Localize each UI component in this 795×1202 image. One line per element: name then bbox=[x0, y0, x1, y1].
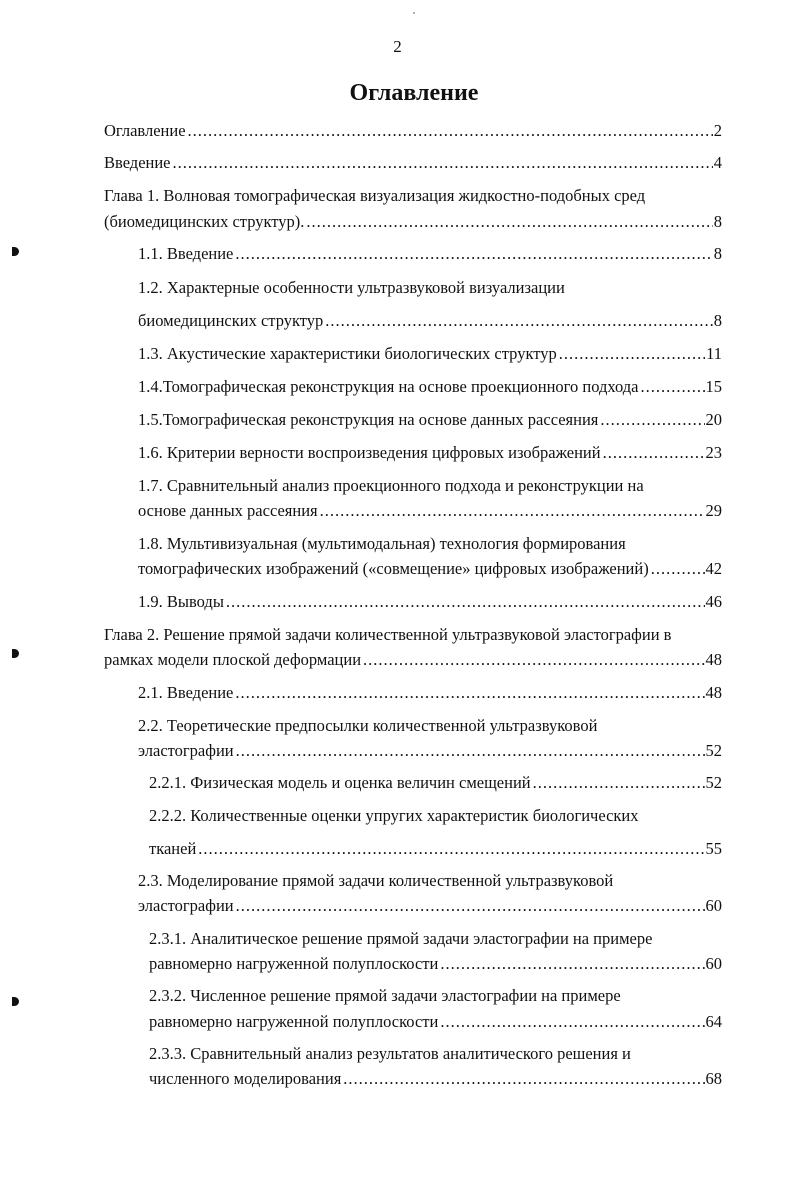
binding-mark bbox=[12, 649, 19, 658]
toc-page-number: 46 bbox=[705, 592, 722, 611]
toc-page-number: 4 bbox=[713, 153, 722, 172]
toc-entry-line bbox=[149, 1044, 631, 1064]
dot-leader bbox=[320, 501, 705, 521]
toc-page-number: 29 bbox=[705, 501, 722, 520]
toc-entry-line bbox=[138, 592, 722, 612]
toc-entry-text: Глава 1. Волновая томографическая визуализация жидкостно-подобных сред bbox=[104, 186, 646, 205]
toc-page-number: 48 bbox=[705, 650, 722, 669]
toc-page-number: 55 bbox=[705, 839, 722, 858]
toc-entry-text: томографических изображений («совмещение» цифровых изображений) bbox=[138, 559, 649, 578]
toc-entry-text: 2.3.1. Аналитическое решение прямой задачи эластографии на примере bbox=[149, 929, 653, 948]
toc-page-number: 60 bbox=[705, 896, 722, 915]
toc-page-number: 11 bbox=[706, 344, 722, 363]
toc-entry-text: 1.4.Томографическая реконструкция на основе проекционного подхода bbox=[138, 377, 639, 396]
toc-entry-line bbox=[149, 1069, 722, 1089]
page-number: 2 bbox=[393, 37, 402, 56]
toc-entry-text: 2.2.2. Количественные оценки упругих характеристик биологических bbox=[149, 806, 639, 825]
page-title: Оглавление bbox=[349, 80, 479, 106]
toc-entry-line bbox=[104, 186, 645, 206]
toc-page-number: 60 bbox=[705, 954, 722, 973]
toc-entry-line bbox=[138, 344, 722, 364]
toc-entry-line bbox=[104, 153, 722, 173]
dot-leader bbox=[533, 773, 705, 793]
toc-entry-line bbox=[138, 278, 565, 298]
toc-entry-text: 1.8. Мультивизуальная (мультимодальная) технология формирования bbox=[138, 534, 626, 553]
dot-leader bbox=[188, 121, 713, 141]
toc-entry-text: Оглавление bbox=[104, 121, 186, 140]
toc-page-number: 8 bbox=[713, 212, 722, 231]
binding-mark bbox=[12, 247, 19, 256]
toc-entry-line bbox=[149, 954, 722, 974]
toc-entry-text: основе данных рассеяния bbox=[138, 501, 318, 520]
toc-page-number: 8 bbox=[713, 311, 722, 330]
dot-leader bbox=[198, 839, 704, 859]
toc-page-number: 2 bbox=[713, 121, 722, 140]
toc-entry-text: равномерно нагруженной полуплоскости bbox=[149, 1012, 439, 1031]
dot-leader bbox=[306, 212, 712, 232]
toc-entry-line bbox=[138, 896, 722, 916]
toc-page-number: 23 bbox=[705, 443, 722, 462]
toc-entry-text: тканей bbox=[149, 839, 197, 858]
toc-entry-line bbox=[138, 377, 722, 397]
toc-entry-text: 2.3.3. Сравнительный анализ результатов аналитического решения и bbox=[149, 1044, 631, 1063]
toc-entry-line bbox=[138, 559, 722, 579]
toc-entry-line bbox=[138, 741, 722, 761]
toc-entry-text: равномерно нагруженной полуплоскости bbox=[149, 954, 439, 973]
dot-leader bbox=[559, 344, 705, 364]
toc-entry-text: 1.9. Выводы bbox=[138, 592, 224, 611]
toc-entry-line bbox=[138, 534, 626, 554]
toc-entry-text: численного моделирования bbox=[149, 1069, 342, 1088]
toc-entry-text: 1.7. Сравнительный анализ проекционного подхода и реконструкции на bbox=[138, 476, 644, 495]
toc-entry-line bbox=[149, 806, 639, 826]
toc-entry-line bbox=[149, 929, 652, 949]
dot-leader bbox=[600, 410, 704, 430]
toc-entry-text: 2.2. Теоретические предпосылки количественной ультразвуковой bbox=[138, 716, 598, 735]
dot-leader bbox=[236, 741, 705, 761]
toc-entry-line bbox=[104, 212, 722, 232]
toc-page-number: 64 bbox=[705, 1012, 722, 1031]
toc-entry-text: (биомедицинских структур). bbox=[104, 212, 305, 231]
toc-entry-text: 1.6. Критерии верности воспроизведения цифровых изображений bbox=[138, 443, 601, 462]
dot-leader bbox=[440, 1012, 704, 1032]
toc-entry-line bbox=[138, 476, 644, 496]
toc-entry-line bbox=[138, 311, 722, 331]
toc-page-number: 52 bbox=[705, 741, 722, 760]
toc-entry-line bbox=[138, 244, 722, 264]
dot-leader bbox=[343, 1069, 704, 1089]
toc-entry-text: эластографии bbox=[138, 896, 234, 915]
dot-leader bbox=[363, 650, 704, 670]
toc-page-number: 20 bbox=[705, 410, 722, 429]
toc-entry-line bbox=[149, 986, 621, 1006]
dot-leader bbox=[236, 896, 705, 916]
toc-entry-text: 2.3. Моделирование прямой задачи количественной ультразвуковой bbox=[138, 871, 614, 890]
toc-page-number: 48 bbox=[705, 683, 722, 702]
toc-entry-line bbox=[138, 871, 613, 891]
dot-leader bbox=[603, 443, 705, 463]
scan-speck bbox=[413, 12, 415, 14]
toc-entry-text: 2.2.1. Физическая модель и оценка величин смещений bbox=[149, 773, 531, 792]
toc-page-number: 68 bbox=[705, 1069, 722, 1088]
toc-entry-text: 1.3. Акустические характеристики биологических структур bbox=[138, 344, 557, 363]
toc-entry-text: 1.5.Томографическая реконструкция на основе данных рассеяния bbox=[138, 410, 599, 429]
toc-entry-text: 2.3.2. Численное решение прямой задачи эластографии на примере bbox=[149, 986, 621, 1005]
toc-entry-line bbox=[149, 839, 722, 859]
toc-entry-line bbox=[149, 773, 722, 793]
toc-entry-line bbox=[104, 650, 722, 670]
dot-leader bbox=[325, 311, 712, 331]
dot-leader bbox=[235, 683, 704, 703]
toc-entry-text: 2.1. Введение bbox=[138, 683, 234, 702]
toc-entry-line bbox=[138, 683, 722, 703]
toc-entry-line bbox=[104, 121, 722, 141]
toc-entry-line bbox=[138, 443, 722, 463]
dot-leader bbox=[641, 377, 705, 397]
toc-page-number: 15 bbox=[705, 377, 722, 396]
toc-entry-line bbox=[104, 625, 671, 645]
dot-leader bbox=[440, 954, 704, 974]
toc-entry-line bbox=[138, 501, 722, 521]
dot-leader bbox=[235, 244, 712, 264]
dot-leader bbox=[651, 559, 705, 579]
toc-entry-text: биомедицинских структур bbox=[138, 311, 324, 330]
toc-entry-line bbox=[138, 716, 597, 736]
toc-entry-line bbox=[138, 410, 722, 430]
toc-page-number: 42 bbox=[705, 559, 722, 578]
toc-entry-text: Глава 2. Решение прямой задачи количественной ультразвуковой эластографии в bbox=[104, 625, 672, 644]
toc-entry-line bbox=[149, 1012, 722, 1032]
toc-entry-text: эластографии bbox=[138, 741, 234, 760]
toc-entry-text: рамках модели плоской деформации bbox=[104, 650, 362, 669]
dot-leader bbox=[226, 592, 705, 612]
toc-entry-text: Введение bbox=[104, 153, 171, 172]
toc-page-number: 8 bbox=[713, 244, 722, 263]
binding-mark bbox=[12, 997, 19, 1006]
toc-entry-text: 1.2. Характерные особенности ультразвуковой визуализации bbox=[138, 278, 565, 297]
toc-page-number: 52 bbox=[705, 773, 722, 792]
dot-leader bbox=[173, 153, 713, 173]
toc-entry-text: 1.1. Введение bbox=[138, 244, 234, 263]
